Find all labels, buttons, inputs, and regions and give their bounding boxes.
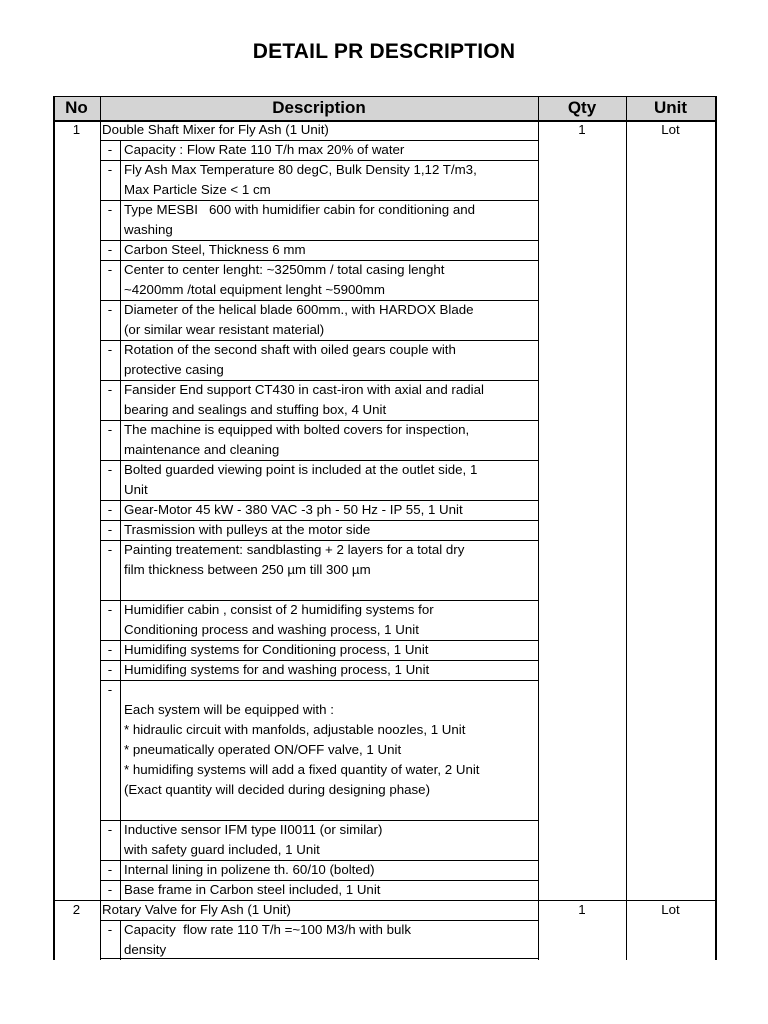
item-title-left-border [100,900,101,920]
subitem-text-line: density [124,942,167,957]
subitem-dash: - [107,502,113,517]
subitem-text-line: Humidifing systems for and washing process, 1 Unit [124,662,430,677]
subitem-dash-border [120,340,121,380]
subitem-left-border [100,420,101,460]
subitem-left-border [100,500,101,520]
subitem-text-line: maintenance and cleaning [124,442,280,457]
subitem-dash: - [107,162,113,177]
item-title-left-border [100,120,101,140]
subitem-text-line: Diameter of the helical blade 600mm., with HARDOX Blade [124,302,474,317]
subitem-text-line: with safety guard included, 1 Unit [124,842,320,857]
subitem-dash: - [107,342,113,357]
subitem-dash-border [120,920,121,960]
subitem-text-line: Internal lining in polizene th. 60/10 (bolted) [124,862,375,877]
subitem-text-line: Max Particle Size < 1 cm [124,182,271,197]
subitem-dash-border [120,420,121,460]
subitem-left-border [100,600,101,640]
subitem-bottom-border [100,680,538,681]
subitem-dash-border [120,240,121,260]
table-right-border [715,96,717,960]
subitem-text-line: Gear-Motor 45 kW - 380 VAC -3 ph - 50 Hz - IP 55, 1 Unit [124,502,463,517]
subitem-text-line: Fansider End support CT430 in cast-iron with axial and radial [124,382,484,397]
subitem-text-line: Carbon Steel, Thickness 6 mm [124,242,306,257]
subitem-dash-border [120,540,121,600]
subitem-left-border [100,880,101,900]
subitem-text-line: Capacity : Flow Rate 110 T/h max 20% of water [124,142,405,157]
col-border-qty [626,96,627,960]
subitem-dash-border [120,500,121,520]
item-number: 2 [72,902,81,917]
subitem-dash-border [120,680,121,820]
subitem-dash-border [120,660,121,680]
subitem-dash: - [107,822,113,837]
subitem-left-border [100,920,101,960]
subitem-left-border [100,660,101,680]
subitem-dash-border [120,460,121,500]
subitem-text-line: (or similar wear resistant material) [124,322,325,337]
subitem-dash: - [107,642,113,657]
subitem-left-border [100,240,101,260]
subitem-left-border [100,140,101,160]
subitem-dash: - [107,542,113,557]
subitem-text-line: Capacity flow rate 110 T/h =~100 M3/h with bulk [124,922,412,937]
subitem-dash: - [107,662,113,677]
subitem-dash: - [107,382,113,397]
item-qty: 1 [578,902,586,917]
subitem-left-border [100,200,101,240]
subitem-text-line: * pneumatically operated ON/OFF valve, 1 Unit [124,742,402,757]
subitem-left-border [100,160,101,200]
subitem-dash: - [107,522,113,537]
subitem-dash: - [107,242,113,257]
header-no: No [65,98,88,117]
header-top-border [53,96,715,97]
subitem-left-border [100,860,101,880]
subitem-text-line: Conditioning process and washing process, 1 Unit [124,622,419,637]
subitem-text-line: Trasmission with pulleys at the motor side [124,522,371,537]
subitem-dash: - [107,262,113,277]
item-number: 1 [72,122,81,137]
subitem-text-line: Bolted guarded viewing point is included at the outlet side, 1 [124,462,478,477]
subitem-left-border [100,380,101,420]
header-unit: Unit [653,98,688,117]
subitem-text-line: ~4200mm /total equipment lenght ~5900mm [124,282,385,297]
subitem-left-border [100,640,101,660]
subitem-dash: - [107,462,113,477]
subitem-text-line: Painting treatement: sandblasting + 2 layers for a total dry [124,542,465,557]
subitem-text-line: * humidifing systems will add a fixed quantity of water, 2 Unit [124,762,480,777]
subitem-dash: - [107,882,113,897]
page-title: DETAIL PR DESCRIPTION [252,40,516,63]
subitem-dash: - [107,682,113,697]
subitem-text-line: * hidraulic circuit with manfolds, adjustable noozles, 1 Unit [124,722,466,737]
subitem-dash-border [120,160,121,200]
item-title: Rotary Valve for Fly Ash (1 Unit) [102,902,291,917]
item-unit: Lot [661,122,680,137]
subitem-text-line: Inductive sensor IFM type II0011 (or similar) [124,822,383,837]
subitem-text-line: Fly Ash Max Temperature 80 degC, Bulk Density 1,12 T/m3, [124,162,477,177]
subitem-text-line: The machine is equipped with bolted covers for inspection, [124,422,470,437]
subitem-text-line: bearing and sealings and stuffing box, 4 Unit [124,402,387,417]
item-unit: Lot [661,902,680,917]
subitem-dash-border [120,640,121,660]
item-qty: 1 [578,122,586,137]
subitem-dash: - [107,862,113,877]
subitem-text-line: washing [124,222,173,237]
subitem-dash-border [120,300,121,340]
subitem-dash-border [120,600,121,640]
subitem-left-border [100,520,101,540]
subitem-left-border [100,340,101,380]
subitem-text-line: Rotation of the second shaft with oiled gears couple with [124,342,456,357]
subitem-text-line: protective casing [124,362,224,377]
subitem-left-border [100,540,101,600]
subitem-dash-border [120,260,121,300]
subitem-text-line: Humidifing systems for Conditioning process, 1 Unit [124,642,429,657]
subitem-text-line: film thickness between 250 µm till 300 µm [124,562,371,577]
subitem-dash-border [120,140,121,160]
subitem-text-line: Each system will be equipped with : [124,702,334,717]
last-row-bottom-border [100,958,538,959]
subitem-dash-border [120,820,121,860]
subitem-left-border [100,260,101,300]
subitem-left-border [100,460,101,500]
header-description: Description [272,98,366,117]
subitem-left-border [100,680,101,820]
subitem-left-border [100,300,101,340]
subitem-text-line: Humidifier cabin , consist of 2 humidifing systems for [124,602,434,617]
subitem-dash-border [120,200,121,240]
subitem-dash: - [107,602,113,617]
subitem-dash-border [120,880,121,900]
subitem-left-border [100,820,101,860]
subitem-dash: - [107,202,113,217]
subitem-dash: - [107,422,113,437]
header-qty: Qty [567,98,597,117]
subitem-text-line: Unit [124,482,148,497]
subitem-dash-border [120,380,121,420]
subitem-text-line: Base frame in Carbon steel included, 1 Unit [124,882,381,897]
subitem-text-line: (Exact quantity will decided during designing phase) [124,782,431,797]
item-title: Double Shaft Mixer for Fly Ash (1 Unit) [102,122,329,137]
subitem-dash-border [120,860,121,880]
subitem-text-line: Center to center lenght: ~3250mm / total casing lenght [124,262,445,277]
subitem-dash: - [107,922,113,937]
table-left-border [53,96,55,960]
subitem-text-line: Type MESBI 600 with humidifier cabin for conditioning and [124,202,476,217]
subitem-dash: - [107,142,113,157]
subitem-dash-border [120,520,121,540]
subitem-dash: - [107,302,113,317]
col-border-desc [538,96,539,960]
